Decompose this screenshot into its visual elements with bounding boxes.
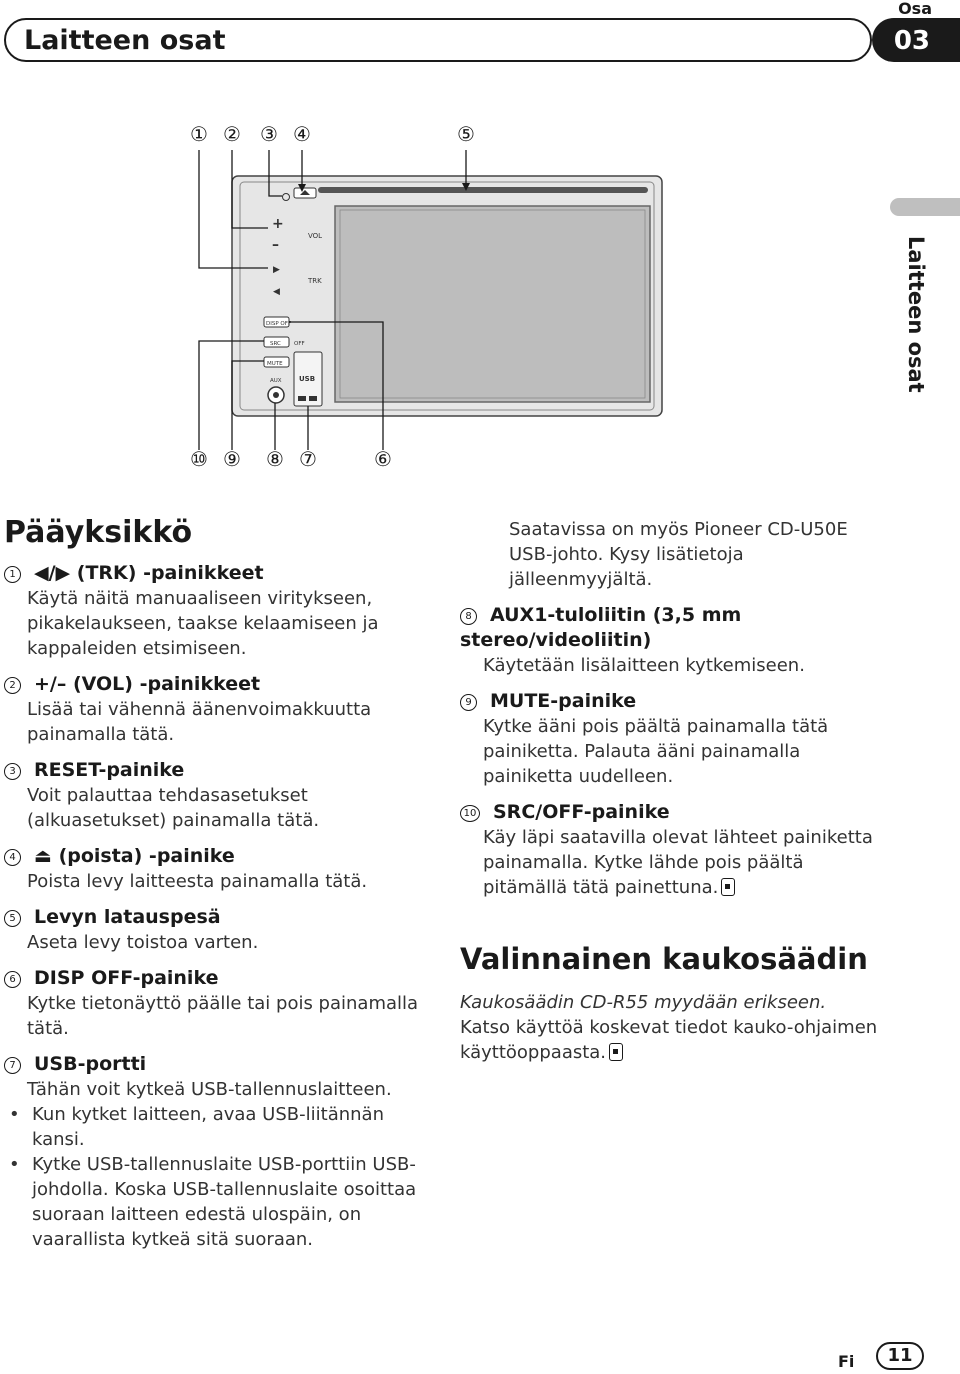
callout-top-5: ⑤ <box>457 122 475 146</box>
item-body: Kytke ääni pois päältä painamalla tätä painiketta. Palauta ääni painamalla painiketta uudelleen. <box>483 716 829 787</box>
disc-slot <box>318 187 648 193</box>
continuation-text: Saatavissa on myös Pioneer CD-U50E USB-johto. Kysy lisätietoja jälleenmyyjältä. <box>509 519 848 590</box>
left-column <box>4 561 424 1263</box>
list-item <box>4 758 424 833</box>
bullet-item: • Kun kytket laitteen, avaa USB-liitännän kansi. <box>4 1102 424 1152</box>
list-item <box>4 905 424 955</box>
usb-label: USB <box>299 375 316 383</box>
callout-top-3: ③ <box>260 122 278 146</box>
item-title: Levyn latauspesä <box>34 906 221 928</box>
list-item <box>460 689 880 789</box>
callout-bottom-7: ⑦ <box>299 447 317 471</box>
end-of-section-icon <box>721 878 735 896</box>
item-number: 3 <box>4 763 21 780</box>
item-number: 10 <box>460 805 480 822</box>
page-title: Laitteen osat <box>24 25 226 56</box>
item-body: Käy läpi saatavilla olevat lähteet painiketta painamalla. Kytke lähde pois päältä pitämällä tätä painettuna. <box>483 827 873 898</box>
callout-bottom-10: ⑩ <box>190 447 208 471</box>
item-number: 5 <box>4 910 21 927</box>
item-body: Kytke tietonäyttö päälle tai pois painamalla tätä. <box>27 993 419 1039</box>
item-title: RESET-painike <box>34 759 185 781</box>
callout-top-4: ④ <box>293 122 311 146</box>
callout-bottom-8: ⑧ <box>266 447 284 471</box>
item-title: ◀/▶ (TRK) -painikkeet <box>34 562 264 584</box>
side-tab-marker <box>890 198 960 216</box>
list-item <box>4 672 424 747</box>
section-heading-main-unit: Pääyksikkö <box>4 515 193 550</box>
callout-bottom-6: ⑥ <box>374 447 392 471</box>
item-number: 2 <box>4 677 21 694</box>
disp-off-label: DISP OFF <box>266 321 292 327</box>
item-title: SRC/OFF-painike <box>493 801 670 823</box>
item-body: Lisää tai vähennä äänenvoimakkuutta painamalla tätä. <box>27 699 372 745</box>
list-item <box>4 1052 424 1252</box>
list-item <box>4 966 424 1041</box>
right-column <box>460 517 880 1065</box>
off-label: OFF <box>294 341 305 347</box>
item-title: ⏏ (poista) -painike <box>34 845 235 867</box>
item-body: Käytetään lisälaitteen kytkemiseen. <box>483 655 805 676</box>
item-number: 8 <box>460 608 477 625</box>
mute-label: MUTE <box>267 361 283 367</box>
chapter-number: 03 <box>893 26 930 56</box>
section-label: Osa <box>898 0 932 18</box>
item-title: MUTE-painike <box>490 690 637 712</box>
trk-label: TRK <box>308 277 322 285</box>
display-screen <box>335 206 650 402</box>
item-number: 7 <box>4 1057 21 1074</box>
item-body: Voit palauttaa tehdasasetukset (alkuasetukset) painamalla tätä. <box>27 785 320 831</box>
item-title: +/– (VOL) -painikkeet <box>34 673 261 695</box>
page-number: 11 <box>876 1342 924 1370</box>
end-of-section-icon <box>609 1043 623 1061</box>
remote-instructions: Katso käyttöä koskevat tiedot kauko-ohjaimen käyttöoppaasta. <box>460 1017 878 1063</box>
section-heading-remote: Valinnainen kaukosäädin <box>460 942 868 976</box>
remote-note: Kaukosäädin CD-R55 myydään erikseen. <box>460 992 827 1013</box>
callout-top-1: ① <box>190 122 208 146</box>
list-item <box>4 561 424 661</box>
item-number: 9 <box>460 694 477 711</box>
prev-icon: ◀ <box>273 287 280 297</box>
list-item <box>460 603 880 678</box>
item-body: Aseta levy toistoa varten. <box>27 932 259 953</box>
item-number: 6 <box>4 971 21 988</box>
side-tab-label: Laitteen osat <box>904 236 928 393</box>
list-item <box>460 800 880 900</box>
item-body: Poista levy laitteesta painamalla tätä. <box>27 871 368 892</box>
item-number: 4 <box>4 849 21 866</box>
callout-top-2: ② <box>223 122 241 146</box>
item-number: 1 <box>4 566 21 583</box>
callout-bottom-9: ⑨ <box>223 447 241 471</box>
vol-minus-label: – <box>272 237 279 253</box>
item-title: USB-portti <box>34 1053 147 1075</box>
next-icon: ▶ <box>273 265 280 275</box>
bullet-item: • Kytke USB-tallennuslaite USB-porttiin USB-johdolla. Koska USB-tallennuslaite osoittaa suoraan laitteen edestä ulospäin, on vaarallista kytkeä sitä suoraan. <box>4 1152 424 1252</box>
src-label: SRC <box>270 341 281 347</box>
language-code: Fi <box>838 1352 855 1371</box>
aux-label: AUX <box>270 378 282 384</box>
list-item <box>4 844 424 894</box>
item-body: Tähän voit kytkeä USB-tallennuslaitteen. <box>27 1079 392 1100</box>
item-title: DISP OFF-painike <box>34 967 219 989</box>
item-title: AUX1-tuloliitin (3,5 mm stereo/videoliitin) <box>460 604 742 651</box>
item-body: Käytä näitä manuaaliseen viritykseen, pikakelaukseen, taakse kelaamiseen ja kappaleiden etsimiseen. <box>27 588 379 659</box>
vol-plus-label: + <box>272 216 284 232</box>
vol-label: VOL <box>308 232 323 240</box>
head-unit-diagram <box>0 110 720 480</box>
